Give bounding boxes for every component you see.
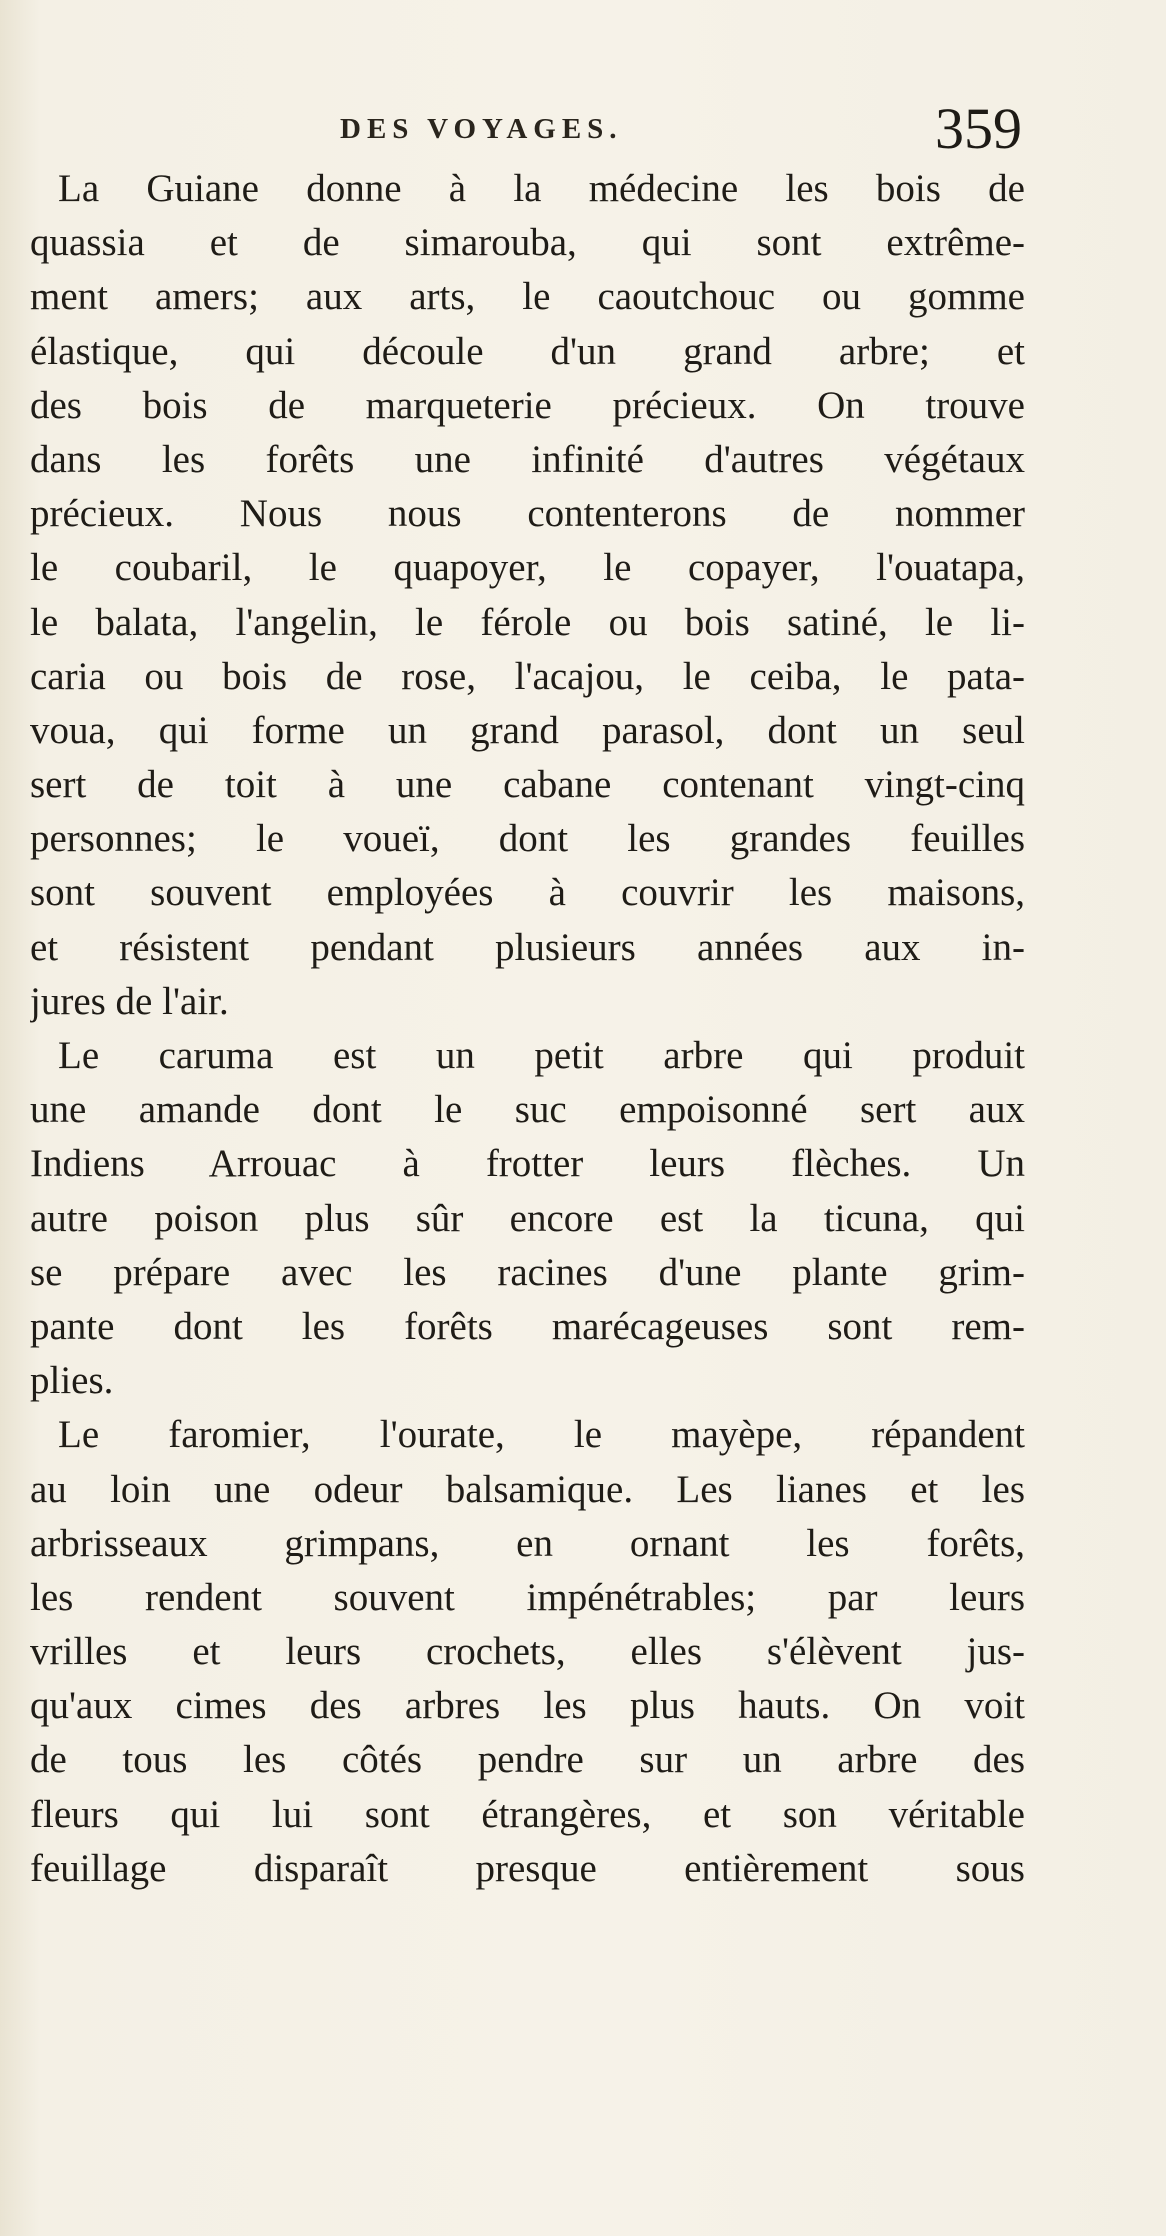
- text-line: plies.: [30, 1359, 114, 1403]
- text-line: se prépare avec les racines d'une plante grim-: [30, 1250, 1025, 1294]
- paragraph: [30, 162, 1025, 1029]
- text-line: une amande dont le suc empoisonné sert aux: [30, 1088, 1025, 1132]
- text-line: personnes; le voueï, dont les grandes feuilles: [30, 817, 1025, 861]
- page-number: 359: [935, 96, 1022, 161]
- text-line: sert de toit à une cabane contenant vingt-cinq: [30, 763, 1025, 807]
- paragraph: [30, 1029, 1025, 1408]
- text-line: autre poison plus sûr encore est la ticuna, qui: [30, 1196, 1025, 1240]
- running-head: [0, 95, 1166, 161]
- text-line: jures de l'air.: [30, 979, 229, 1023]
- text-line: élastique, qui découle d'un grand arbre; et: [30, 329, 1025, 373]
- text-line: au loin une odeur balsamique. Les lianes et les: [30, 1467, 1025, 1511]
- text-line: Le faromier, l'ourate, le mayèpe, répandent: [58, 1413, 1025, 1457]
- text-line: caria ou bois de rose, l'acajou, le ceiba, le pata-: [30, 654, 1025, 698]
- text-line: Indiens Arrouac à frotter leurs flèches. Un: [30, 1142, 1025, 1186]
- running-title: DES VOYAGES.: [340, 113, 623, 145]
- paragraph: [30, 1408, 1025, 1896]
- text-line: de tous les côtés pendre sur un arbre des: [30, 1738, 1025, 1782]
- text-line: le coubaril, le quapoyer, le copayer, l'ouatapa,: [30, 546, 1025, 590]
- text-line: sont souvent employées à couvrir les maisons,: [30, 871, 1025, 915]
- text-line: le balata, l'angelin, le férole ou bois satiné, le li-: [30, 600, 1025, 644]
- text-line: dans les forêts une infinité d'autres végétaux: [30, 437, 1025, 481]
- text-line: les rendent souvent impénétrables; par leurs: [30, 1575, 1025, 1619]
- text-line: qu'aux cimes des arbres les plus hauts. On voit: [30, 1684, 1025, 1728]
- text-line: Le caruma est un petit arbre qui produit: [58, 1034, 1025, 1077]
- text-line: arbrisseaux grimpans, en ornant les forêts,: [30, 1521, 1025, 1565]
- text-line: et résistent pendant plusieurs années aux in-: [30, 925, 1025, 969]
- text-line: feuillage disparaît presque entièrement sous: [30, 1846, 1025, 1890]
- text-line: La Guiane donne à la médecine les bois de: [58, 167, 1025, 210]
- text-line: des bois de marqueterie précieux. On trouve: [30, 383, 1025, 427]
- text-line: fleurs qui lui sont étrangères, et son véritable: [30, 1792, 1025, 1836]
- text-line: voua, qui forme un grand parasol, dont un seul: [30, 708, 1025, 752]
- body-text: [30, 162, 1025, 1896]
- text-line: quassia et de simarouba, qui sont extrême-: [30, 221, 1025, 265]
- text-line: ment amers; aux arts, le caoutchouc ou gomme: [30, 275, 1025, 319]
- text-line: vrilles et leurs crochets, elles s'élèvent jus-: [30, 1630, 1025, 1674]
- text-line: précieux. Nous nous contenterons de nommer: [30, 492, 1025, 536]
- text-line: pante dont les forêts marécageuses sont rem-: [30, 1304, 1025, 1348]
